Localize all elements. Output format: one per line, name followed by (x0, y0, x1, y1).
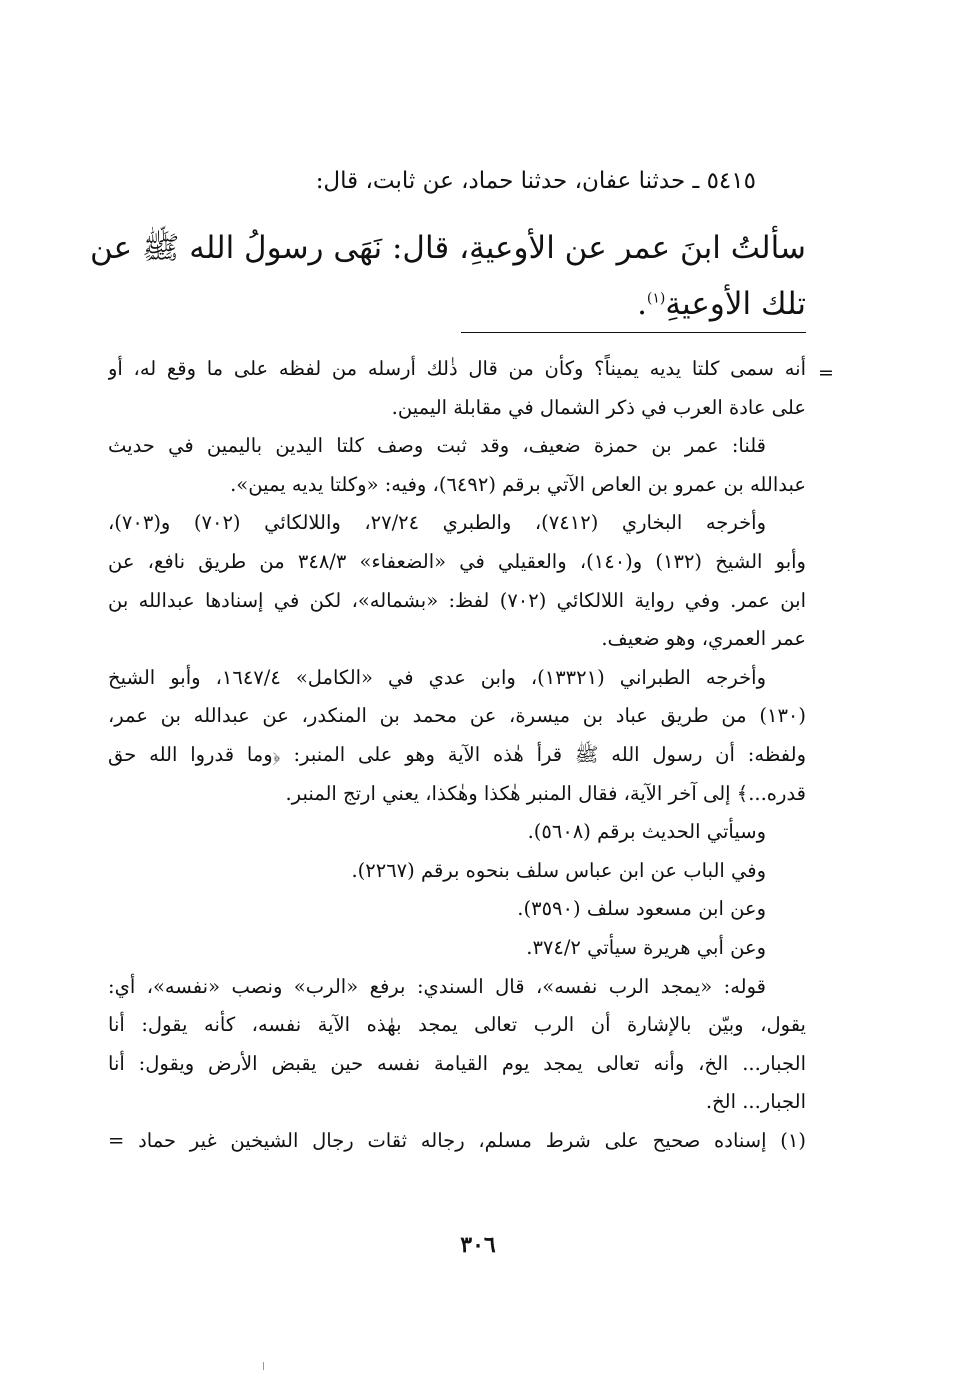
footnotes-block (108, 350, 806, 1160)
note-line: وعن ابن مسعود سلف (٣٥٩٠). (517, 897, 766, 921)
note-line: وفي الباب عن ابن عباس سلف بنحوه برقم (٢٢٦٧). (351, 858, 766, 882)
note-line: يقول، وبيّن بالإشارة أن الرب تعالى يمجد بهٰذه الآية نفسه، كأنه يقول: أنا (108, 1013, 806, 1037)
footnote-separator-rule (461, 332, 806, 333)
note-line: وعن أبي هريرة سيأتي ٣٧٤/٢. (526, 935, 766, 959)
note-line: قلنا: عمر بن حمزة ضعيف، وقد ثبت وصف كلتا اليدين باليمين في حديث (108, 434, 766, 458)
note-line: قدره...﴾ إلى آخر الآية، فقال المنبر هٰكذا وهٰكذا، يعني ارتج المنبر. (285, 781, 806, 805)
hadith-isnad: ٥٤١٥ ـ حدثنا عفان، حدثنا حماد، عن ثابت، قال: (315, 168, 756, 194)
hadith-matn-end: . (637, 286, 647, 322)
footnote-marker: (١) (646, 290, 666, 307)
note-line: وسيأتي الحديث برقم (٥٦٠٨). (527, 820, 766, 844)
note-line: على عادة العرب في ذكر الشمال في مقابلة اليمين. (391, 395, 806, 419)
note-line: عمر العمري، وهو ضعيف. (601, 627, 806, 651)
footnote-1: (١) إسناده صحيح على شرط مسلم، رجاله ثقات رجال الشيخين غير حماد = (108, 1128, 806, 1152)
note-line: ولفظه: أن رسول الله ﷺ قرأ هٰذه الآية وهو على المنبر: ﴿وما قدروا الله حق (108, 742, 806, 766)
hadith-matn-line-1: سألتُ ابنَ عمر عن الأوعيةِ، قال: نَهَى رسولُ الله ﷺ عن (90, 230, 806, 266)
note-line: عبدالله بن عمرو بن العاص الآتي برقم (٦٤٩٢)، وفيه: «وكلتا يديه يمين». (230, 472, 806, 496)
scan-speck (263, 1362, 264, 1370)
note-line: الجبار... الخ. (705, 1090, 806, 1114)
note-line: وأبو الشيخ (١٣٢) و(١٤٠)، والعقيلي في «الضعفاء» ٣٤٨/٣ من طريق نافع، عن (108, 549, 806, 573)
note-line: الجبار... الخ، وأنه تعالى يمجد يوم القيامة نفسه حين يقبض الأرض ويقول: أنا (108, 1051, 806, 1075)
note-line: وأخرجه الطبراني (١٣٣٢١)، وابن عدي في «الكامل» ١٦٤٧/٤، وأبو الشيخ (108, 665, 766, 689)
hadith-matn (90, 220, 806, 332)
note-line: (١٣٠) من طريق عباد بن ميسرة، عن محمد بن المنكدر، عن عبدالله بن عمر، (108, 704, 806, 728)
note-line: قوله: «يمجد الرب نفسه»، قال السندي: برفع «الرب» ونصب «نفسه»، أي: (108, 974, 766, 998)
continuation-mark: = (818, 362, 834, 384)
note-line: أنه سمى كلتا يديه يميناً؟ وكأن من قال ذٰلك أرسله من لفظه على ما وقع له، أو (108, 357, 806, 380)
note-line: ابن عمر. وفي رواية اللالكائي (٧٠٢) لفظ: «بشماله»، لكن في إسنادها عبدالله بن (108, 588, 806, 612)
hadith-matn-line-2 (108, 276, 806, 332)
hadith-matn-line-2-text: تلك الأوعيةِ (665, 286, 806, 322)
note-line: وأخرجه البخاري (٧٤١٢)، والطبري ٢٧/٢٤، واللالكائي (٧٠٢) و(٧٠٣)، (108, 511, 766, 535)
page-number: ٣٠٦ (460, 1232, 496, 1258)
